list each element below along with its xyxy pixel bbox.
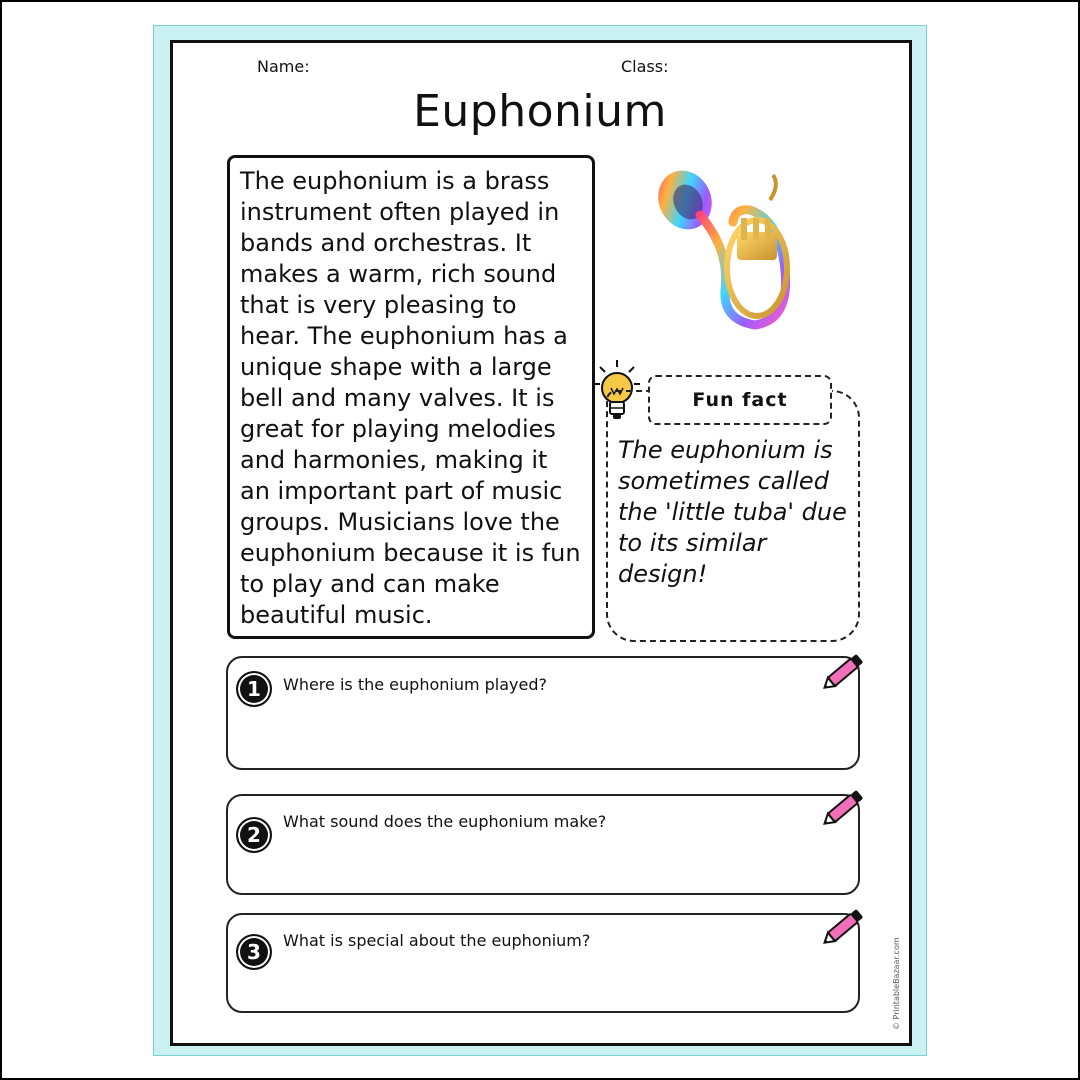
question-3-number: 3 — [236, 934, 272, 970]
page-title: Euphonium — [413, 86, 667, 137]
question-2-text: What sound does the euphonium make? — [283, 812, 607, 831]
reading-passage: The euphonium is a brass instrument often played in bands and orchestras. It makes a warm, rich sound that is very pleasing to hear. The euphonium has a unique shape with a large bell and many valves. It is great for playing melodies and harmonies, making it an important part of music groups. Musicians love the euphonium because it is fun to play and can make beautiful music. — [227, 155, 595, 639]
class-label: Class: — [621, 57, 669, 76]
question-3-answer-box[interactable] — [226, 913, 860, 1013]
question-2-number: 2 — [236, 817, 272, 853]
name-label: Name: — [257, 57, 310, 76]
copyright-credit: © PrintableBazaar.com — [892, 937, 901, 1030]
euphonium-illustration — [655, 160, 805, 340]
pencil-icon — [818, 650, 870, 694]
question-1-number: 1 — [236, 671, 272, 707]
question-1-answer-box[interactable] — [226, 656, 860, 770]
question-3-text: What is special about the euphonium? — [283, 931, 591, 950]
question-1-text: Where is the euphonium played? — [283, 675, 548, 694]
question-2-answer-box[interactable] — [226, 794, 860, 895]
pencil-icon — [818, 786, 870, 830]
fun-fact-heading: Fun fact — [648, 375, 832, 425]
fun-fact-text: The euphonium is sometimes called the 'little tuba' due to its similar design! — [618, 436, 847, 588]
pencil-icon — [818, 905, 870, 949]
